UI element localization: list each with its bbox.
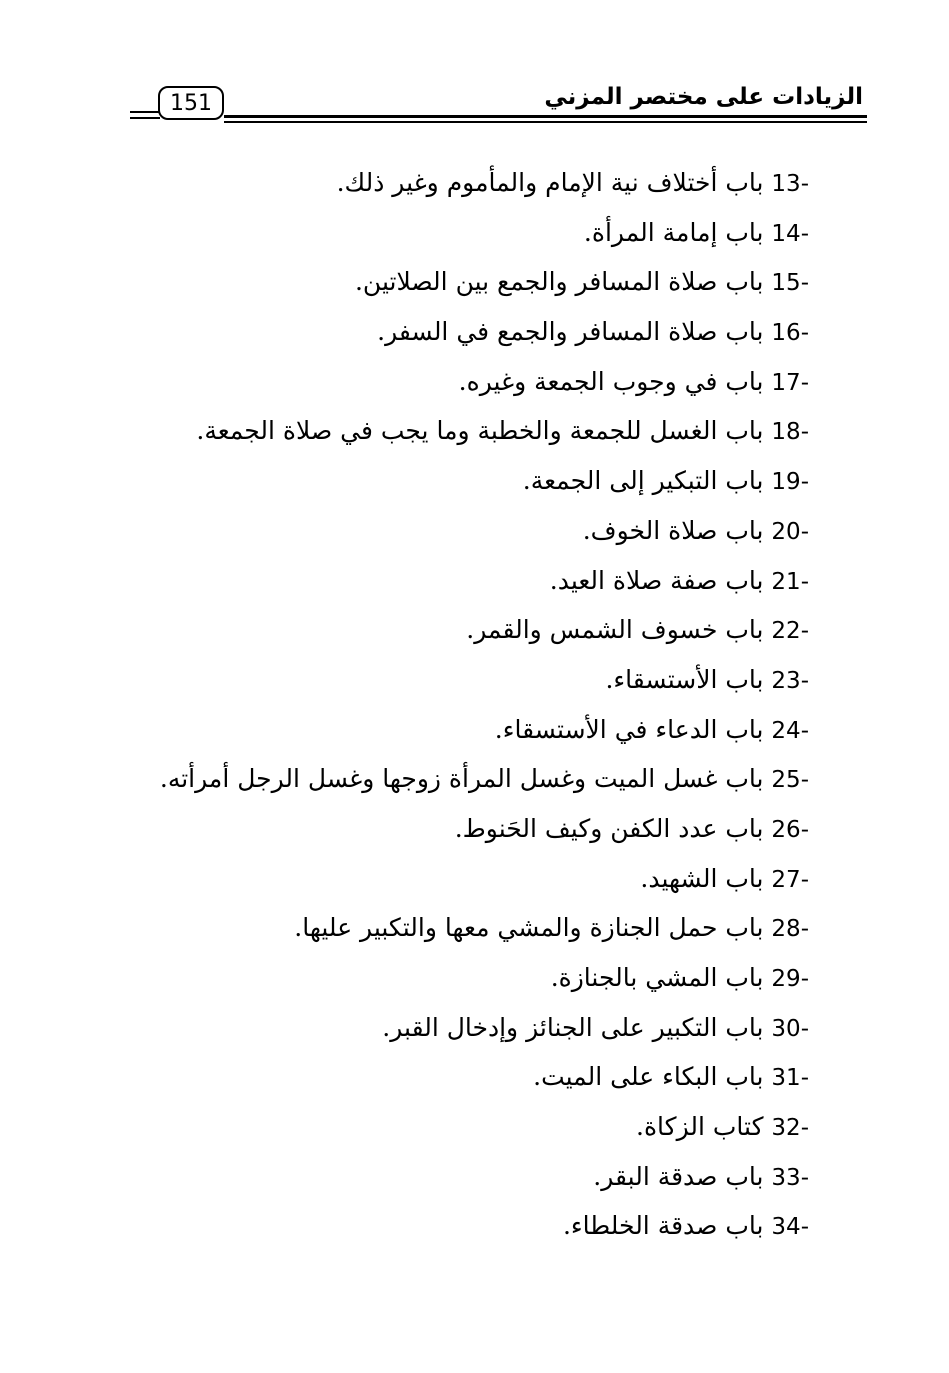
toc-item-number: 30- bbox=[771, 1015, 809, 1042]
header-rule-thick bbox=[224, 115, 867, 118]
toc-item bbox=[109, 506, 809, 556]
header-rule-left-top bbox=[130, 111, 160, 113]
toc-item bbox=[109, 903, 809, 953]
toc-item-number: 14- bbox=[771, 220, 809, 247]
toc-item-number: 22- bbox=[771, 618, 809, 645]
toc-item-number: 26- bbox=[771, 816, 809, 843]
toc-item bbox=[109, 357, 809, 407]
page-header bbox=[0, 0, 949, 140]
toc-item-title: باب صدقة البقر. bbox=[593, 1161, 764, 1191]
toc-item-number: 13- bbox=[771, 171, 809, 197]
toc-item bbox=[109, 257, 809, 307]
toc-item bbox=[109, 705, 809, 755]
toc-item bbox=[109, 1052, 809, 1102]
toc-item-number: 29- bbox=[771, 966, 809, 992]
toc-item-number: 34- bbox=[771, 1214, 809, 1241]
toc-item-number: 15- bbox=[771, 270, 809, 297]
toc-item-title: باب الأستسقاء. bbox=[605, 664, 764, 694]
toc-item-title: باب أختلاف نية الإمام والمأموم وغير ذلك. bbox=[336, 168, 764, 197]
toc-item-number: 16- bbox=[771, 320, 809, 347]
table-of-contents bbox=[109, 158, 809, 1251]
toc-item-number: 18- bbox=[771, 419, 809, 446]
toc-item bbox=[109, 1152, 809, 1202]
toc-item-number: 20- bbox=[771, 518, 809, 545]
toc-item-title: كتاب الزكاة. bbox=[636, 1112, 764, 1142]
toc-item-title: باب صدقة الخلطاء. bbox=[562, 1211, 764, 1241]
toc-item-title: باب صلاة المسافر والجمع في السفر. bbox=[377, 317, 764, 347]
toc-item bbox=[109, 208, 809, 258]
toc-item bbox=[109, 307, 809, 357]
toc-item-number: 27- bbox=[771, 866, 809, 893]
toc-item-number: 17- bbox=[771, 369, 809, 396]
toc-item-number: 19- bbox=[771, 469, 809, 496]
toc-item-title: باب الشهيد. bbox=[640, 863, 764, 893]
toc-item-number: 23- bbox=[771, 667, 809, 694]
toc-item bbox=[109, 406, 809, 456]
toc-item-title: باب التكبير على الجنائز وإدخال القبر. bbox=[382, 1012, 764, 1042]
toc-item bbox=[109, 556, 809, 606]
toc-item-number: 21- bbox=[771, 568, 809, 595]
toc-item-title: باب صلاة المسافر والجمع بين الصلاتين. bbox=[354, 267, 764, 297]
header-rule-thin bbox=[224, 121, 867, 123]
toc-item-title: باب صفة صلاة العيد. bbox=[549, 565, 764, 595]
toc-item bbox=[109, 655, 809, 705]
toc-item-title: باب في وجوب الجمعة وغيره. bbox=[458, 366, 764, 396]
toc-item bbox=[109, 1201, 809, 1251]
toc-item-title: باب المشي بالجنازة. bbox=[550, 963, 764, 992]
page-number: 151 bbox=[158, 86, 224, 120]
toc-item-title: باب خسوف الشمس والقمر. bbox=[466, 615, 764, 645]
toc-item bbox=[109, 456, 809, 506]
toc-item bbox=[109, 804, 809, 854]
header-rule-left-bottom bbox=[130, 117, 160, 119]
toc-item bbox=[109, 854, 809, 904]
toc-item-number: 31- bbox=[771, 1065, 809, 1092]
toc-item-title: باب الغسل للجمعة والخطبة وما يجب في صلاة الجمعة. bbox=[196, 416, 764, 446]
toc-item bbox=[109, 605, 809, 655]
toc-item-title: باب حمل الجنازة والمشي معها والتكبير عليها. bbox=[294, 913, 764, 943]
toc-item-title: باب التبكير إلى الجمعة. bbox=[522, 466, 764, 496]
toc-item bbox=[109, 754, 809, 804]
toc-item-number: 32- bbox=[771, 1115, 809, 1142]
toc-item bbox=[109, 953, 809, 1003]
toc-item-number: 33- bbox=[771, 1164, 809, 1191]
toc-item-title: باب صلاة الخوف. bbox=[582, 515, 764, 545]
toc-item-title: باب البكاء على الميت. bbox=[533, 1062, 764, 1092]
toc-item-title: باب عدد الكفن وكيف الحَنوط. bbox=[454, 813, 764, 843]
toc-item bbox=[109, 1102, 809, 1152]
toc-item-title: باب إمامة المرأة. bbox=[583, 217, 764, 247]
toc-item-number: 24- bbox=[771, 717, 809, 744]
toc-item-title: باب غسل الميت وغسل المرأة زوجها وغسل الرجل أمرأته. bbox=[159, 764, 764, 794]
book-title: الزيادات على مختصر المزني bbox=[544, 84, 863, 110]
toc-item bbox=[109, 1003, 809, 1053]
toc-item-title: باب الدعاء في الأستسقاء. bbox=[494, 714, 764, 744]
toc-item-number: 28- bbox=[771, 916, 809, 943]
toc-item bbox=[109, 158, 809, 208]
toc-item-number: 25- bbox=[771, 767, 809, 794]
